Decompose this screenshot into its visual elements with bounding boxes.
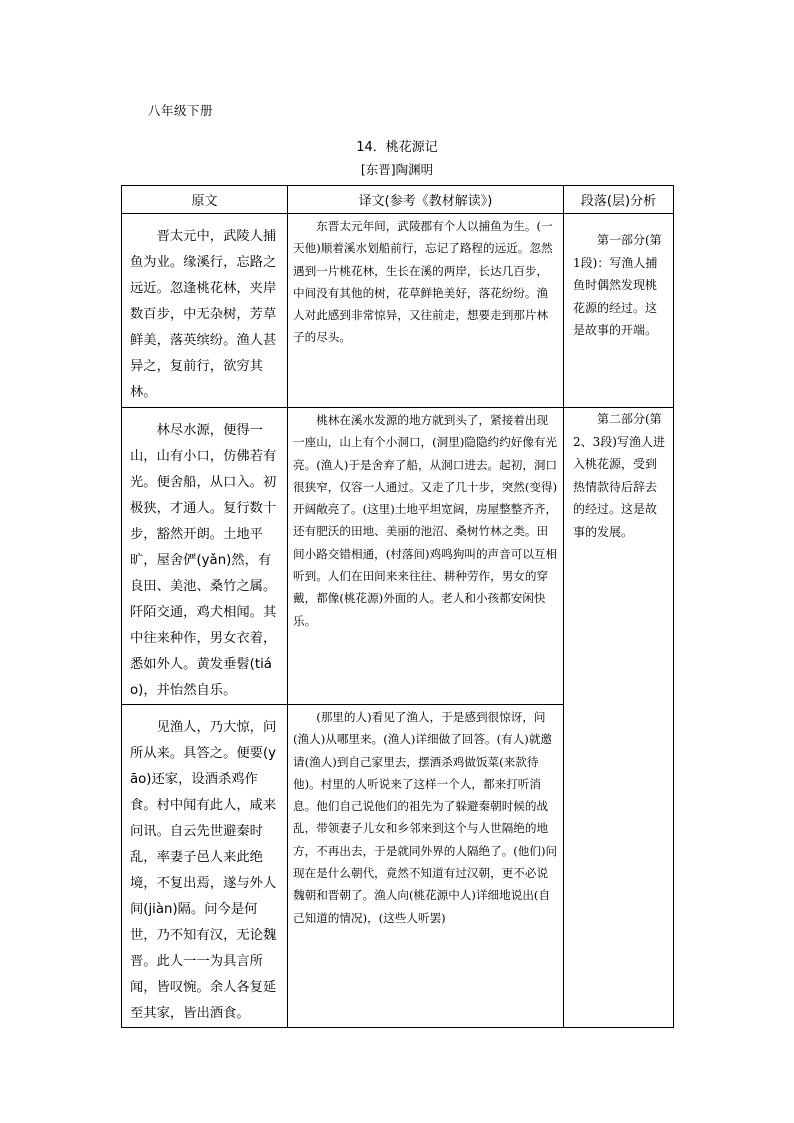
header-translation: 译文(参考《教材解读》) xyxy=(288,186,564,214)
author-line: [东晋]陶渊明 xyxy=(360,162,434,177)
table-row xyxy=(122,408,674,705)
translation-text-cell: 东晋太元年间，武陵郡有个人以捕鱼为生。(一天他)顺着溪水划船前行，忘记了路程的远近。忽然遇到一片桃花林，生长在溪的两岸，长达几百步，中间没有其他的树，花草鲜艳美好，落花纷纷。渔人对此感到非常惊异，又往前走，想要走到那片林子的尽头。 xyxy=(288,214,564,408)
header-original: 原文 xyxy=(122,186,288,214)
original-text-cell: 晋太元中，武陵人捕鱼为业。缘溪行，忘路之远近。忽逢桃花林，夹岸数百步，中无杂树，芳草鲜美，落英缤纷。渔人甚异之，复前行，欲穷其林。 xyxy=(122,214,288,408)
analysis-text-cell: 第一部分(第1段)：写渔人捕鱼时偶然发现桃花源的经过。这是故事的开端。 xyxy=(564,214,674,408)
table-header-row xyxy=(122,186,674,214)
header-analysis: 段落(层)分析 xyxy=(564,186,674,214)
analysis-text-cell: 第二部分(第2、3段)写渔人进入桃花源，受到热情款待后辞去的经过。这是故事的发展。 xyxy=(564,408,674,1028)
table-row xyxy=(122,214,674,408)
text-comparison-table xyxy=(121,185,674,1028)
original-text-cell: 见渔人，乃大惊，问所从来。具答之。便要(yāo)还家，设酒杀鸡作食。村中闻有此人，咸来问讯。自云先世避秦时乱，率妻子邑人来此绝境，不复出焉，遂与外人间(jiàn)隔。问今是何世，乃不知有汉，无论魏晋。此人一一为具言所闻，皆叹惋。余人各复延至其家，皆出酒食。 xyxy=(122,705,288,1028)
lesson-title: 14．桃花源记 xyxy=(356,140,438,155)
translation-text-cell: (那里的人)看见了渔人，于是感到很惊讶，问(渔人)从哪里来。(渔人)详细做了回答。(有人)就邀请(渔人)到自己家里去，摆酒杀鸡做饭菜(来款待他)。村里的人听说来了这样一个人，都来打听消息。他们自己说他们的祖先为了躲避秦朝时候的战乱，带领妻子儿女和乡邻来到这个与人世隔绝的地方，不再出去，于是就同外界的人隔绝了。(他们)问现在是什么朝代，竟然不知道有过汉朝，更不必说魏朝和晋朝了。渔人向(桃花源中人)详细地说出(自己知道的情况)，(这些人听罢) xyxy=(288,705,564,1028)
translation-text-cell: 桃林在溪水发源的地方就到头了，紧接着出现一座山，山上有个小洞口，(洞里)隐隐约约好像有光亮。(渔人)于是舍弃了船，从洞口进去。起初，洞口很狭窄，仅容一人通过。又走了几十步，突然(变得)开阔敞亮了。(这里)土地平坦宽阔，房屋整整齐齐，还有肥沃的田地、美丽的池沼、桑树竹林之类。田间小路交错相通，(村落间)鸡鸣狗叫的声音可以互相听到。人们在田间来来往往、耕种劳作，男女的穿戴，都像(桃花源)外面的人。老人和小孩都安闲快乐。 xyxy=(288,408,564,705)
book-grade-label: 八年级下册 xyxy=(148,103,214,118)
original-text-cell: 林尽水源，便得一山，山有小口，仿佛若有光。便舍船，从口入。初极狭，才通人。复行数十步，豁然开朗。土地平旷，屋舍俨(yǎn)然，有良田、美池、桑竹之属。阡陌交通，鸡犬相闻。其中往来种作，男女衣着，悉如外人。黄发垂髫(tiáo)，并怡然自乐。 xyxy=(122,408,288,705)
